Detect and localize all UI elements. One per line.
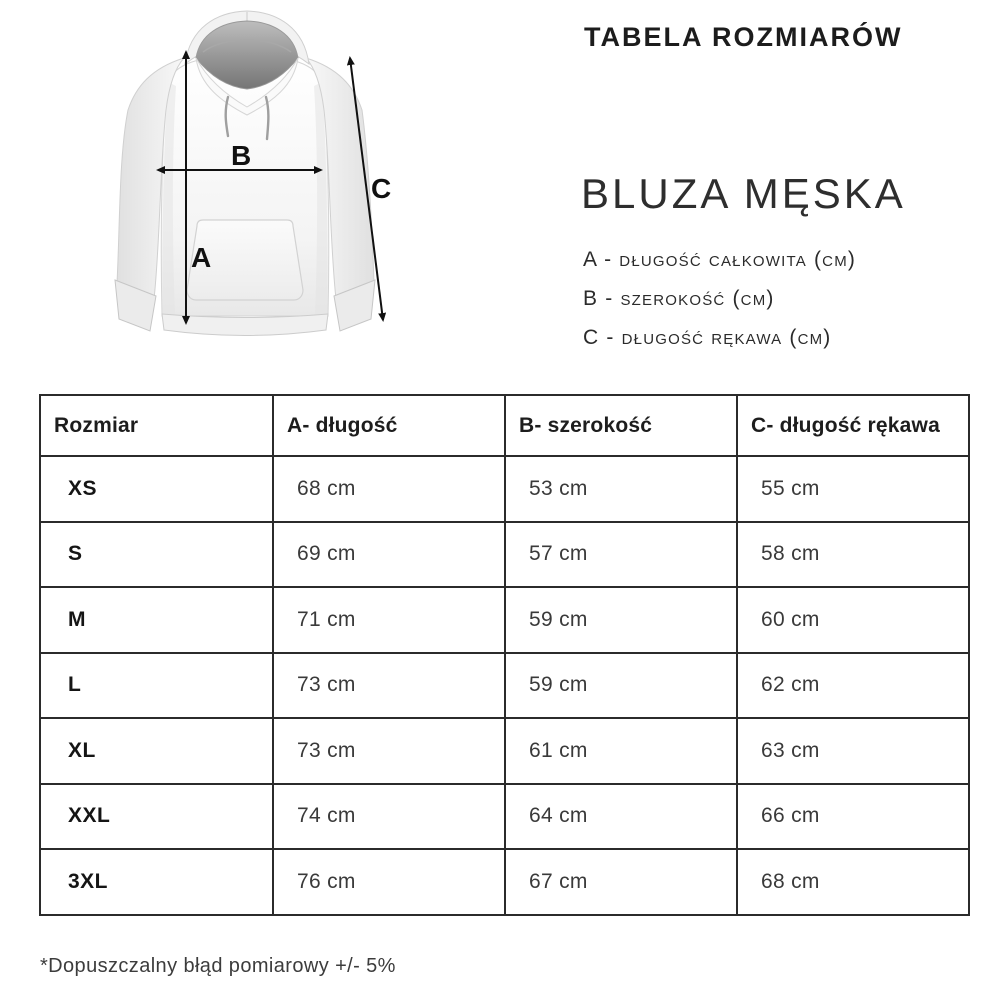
table-row-xs [40,456,969,522]
value-a: 73 cm [273,718,505,784]
value-c: 63 cm [737,718,969,784]
value-b: 67 cm [505,849,737,915]
value-a: 74 cm [273,784,505,850]
measure-label-c: C [371,173,392,204]
value-b: 61 cm [505,718,737,784]
size-label: XL [40,718,273,784]
page-title: TABELA ROZMIARÓW [584,22,903,52]
size-label: 3XL [40,849,273,915]
size-label: XS [40,456,273,522]
value-a: 68 cm [273,456,505,522]
value-c: 68 cm [737,849,969,915]
size-label: S [40,522,273,588]
value-b: 59 cm [505,587,737,653]
size-table [39,394,970,916]
value-c: 60 cm [737,587,969,653]
value-c: 66 cm [737,784,969,850]
table-row-l [40,653,969,719]
size-label: XXL [40,784,273,850]
measure-label-a: A [191,242,212,273]
measure-label-b: B [231,140,252,171]
product-name: BLUZA MĘSKA [581,170,906,217]
value-c: 55 cm [737,456,969,522]
table-row-m [40,587,969,653]
hoodie-svg [70,0,440,360]
header-cell-b: B- szerokość [505,395,737,456]
size-label: L [40,653,273,719]
measurement-tolerance-note: *Dopuszczalny błąd pomiarowy +/- 5% [40,955,396,977]
value-b: 59 cm [505,653,737,719]
size-label: M [40,587,273,653]
hoodie-illustration [70,0,440,360]
legend-item-c: C - długość rękawa (cm) [583,326,832,349]
value-c: 62 cm [737,653,969,719]
value-c: 58 cm [737,522,969,588]
value-a: 69 cm [273,522,505,588]
size-table-header [40,395,969,456]
header-cell-a: A- długość [273,395,505,456]
table-row-s [40,522,969,588]
legend-item-a: A - długość całkowita (cm) [583,248,857,271]
value-b: 57 cm [505,522,737,588]
value-a: 71 cm [273,587,505,653]
table-row-xl [40,718,969,784]
table-row-xxl [40,784,969,850]
value-b: 53 cm [505,456,737,522]
measurement-legend [583,240,856,357]
value-b: 64 cm [505,784,737,850]
value-a: 76 cm [273,849,505,915]
size-table-body [40,456,969,915]
header-row [40,395,969,456]
value-a: 73 cm [273,653,505,719]
header-cell-size: Rozmiar [40,395,273,456]
header-cell-c: C- długość rękawa [737,395,969,456]
legend-item-b: B - szerokość (cm) [583,287,775,310]
table-row-3xl [40,849,969,915]
